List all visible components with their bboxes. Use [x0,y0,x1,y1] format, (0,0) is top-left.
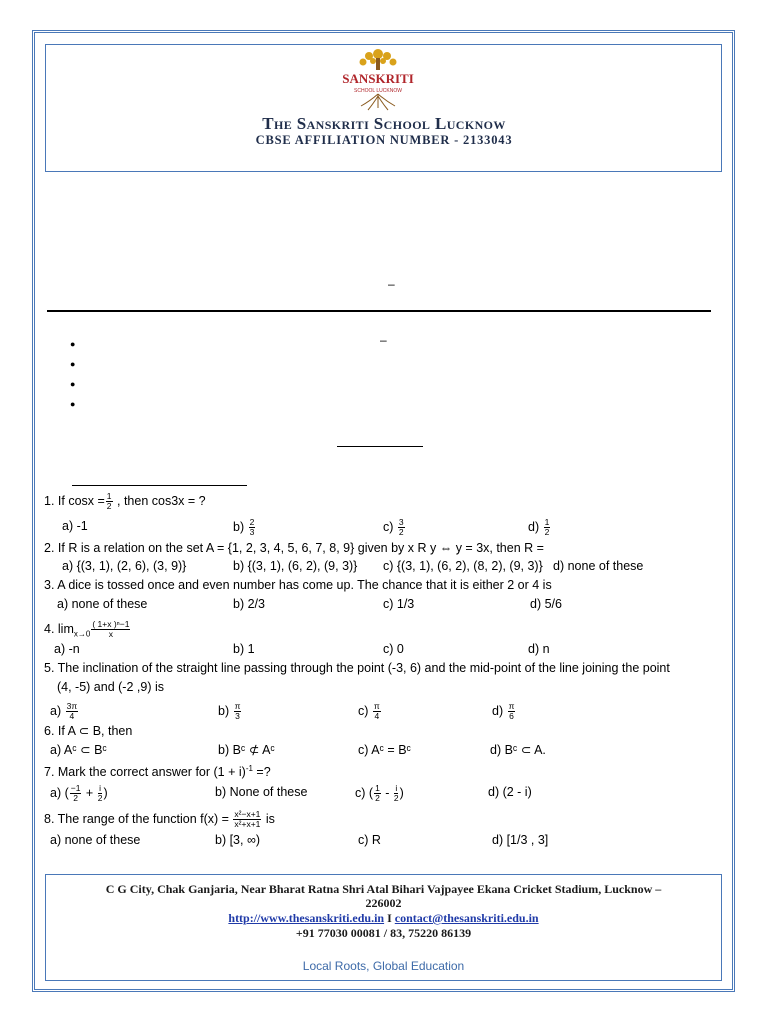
option-c: c) ( $\frac{1}{2}$ - $\frac{i}{2}$ ) [355,783,404,803]
option-a: a) -1 [62,519,88,533]
bullet-item [70,333,75,353]
question-5: 5. The inclination of the straight line passing through the point (-3, 6) and the mid-point of the line joining the point [44,661,670,675]
option-a: a) Aᶜ ⊂ Bᶜ [50,743,107,757]
option-b: b) Bᶜ ⊄ Aᶜ [218,743,275,757]
option-d: d) none of these [553,559,644,573]
option-d: d) Bᶜ ⊂ A. [490,743,546,757]
option-d: d) (2 - i) [488,785,532,799]
option-b: b) 1 [233,642,255,656]
option-d: d) n [528,642,550,656]
logo-text: SANSKRITI [342,71,414,86]
bullet-item [70,373,75,393]
option-d: d) 5/6 [530,597,562,611]
blank-line [72,485,247,486]
footer-contact-line: http://www.thesanskriti.edu.in I contact@thesanskriti.edu.in [228,911,539,925]
option-b: b) $\frac{\pi}{3}$ [218,701,241,721]
option-d: d) $\frac{\pi}{6}$ [492,701,515,721]
footer-tagline: Local Roots, Global Education [302,959,465,973]
website-link[interactable]: http://www.thesanskriti.edu.in [228,911,385,925]
option-a: a) ( $\frac{-1}{2}$ + $\frac{i}{2}$ ) [50,783,108,803]
option-b: b) 2/3 [233,597,265,611]
option-b: b) {(3, 1), (6, 2), (9, 3)} [233,559,358,573]
option-a: a) none of these [50,833,141,847]
question-1: 1. If cosx = $\frac{1}{2}$ , then cos3x = ? [44,491,206,511]
question-3: 3. A dice is tossed once and even number has come up. The chance that it is either 2 or 4 is [44,578,552,592]
question-2: 2. If R is a relation on the set A = {1, 2, 3, 4, 5, 6, 7, 8, 9} given by x R y ⇔ y = 3x, then R = [44,541,544,555]
option-c: c) {(3, 1), (6, 2), (8, 2), (9, 3)} [383,559,543,573]
option-a: a) $\frac{3\pi}{4}$ [50,701,78,721]
footer-address: C G City, Chak Ganjaria, Near Bharat Ratna Shri Atal Bihari Vajpayee Ekana Cricket Stadium, Lucknow – [105,882,662,896]
option-b: b) None of these [215,785,308,799]
option-c: c) Aᶜ = Bᶜ [358,743,411,757]
school-name: The Sanskriti School Lucknow [262,114,506,133]
option-c: c) $\frac{\pi}{4}$ [358,701,380,721]
question-8: 8. The range of the function f(x) = $\frac{\text{x²−x+1}}{\text{x²+x+1}}$ is [44,809,275,829]
footer-pincode: 226002 [365,896,402,910]
question-6: 6. If A ⊂ B, then [44,724,133,738]
section-underline [337,446,423,447]
logo-subtext: SCHOOL LUCKNOW [354,88,402,94]
footer-phones: +91 77030 00081 / 83, 75220 86139 [295,926,472,940]
option-a: a) {(3, 1), (2, 6), (3, 9)} [62,559,187,573]
option-c: c) 0 [383,642,404,656]
fraction: $\frac{\text{( 1+x )ⁿ−1}}{x}$ [92,619,130,639]
question-5-line-2: (4, -5) and (-2 ,9) is [57,680,164,694]
bullet-item [70,353,75,373]
affiliation-number: CBSE AFFILIATION NUMBER - 2133043 [255,133,513,147]
option-c: c) 1/3 [383,597,415,611]
option-c: c) R [358,833,381,847]
option-c: c) $\frac{3}{2}$ [383,517,404,537]
option-d: d) [1/3 , 3] [492,833,549,847]
question-4: 4. $\lim_{x\to 0}$ $\frac{\text{( 1+x )ⁿ−1}}{x}$ [44,619,130,639]
dash-mark: – [388,277,395,291]
option-d: d) $\frac{1}{2}$ [528,517,550,537]
fraction: $\frac{1}{2}$ [106,491,112,511]
email-link[interactable]: contact@thesanskriti.edu.in [394,911,539,925]
question-7: 7. Mark the correct answer for $(1 + i)^{-1}$ =? [44,764,271,780]
option-b: b) [3, ∞) [215,833,261,847]
option-b: b) $\frac{2}{3}$ [233,517,255,537]
dash-mark: – [380,333,387,347]
option-a: a) none of these [57,597,148,611]
horizontal-rule [47,310,711,312]
bullet-list [70,333,75,413]
school-logo [335,46,421,112]
fraction: $\frac{\text{x²−x+1}}{\text{x²+x+1}}$ [234,809,261,829]
option-a: a) -n [54,642,80,656]
bullet-item [70,393,75,413]
